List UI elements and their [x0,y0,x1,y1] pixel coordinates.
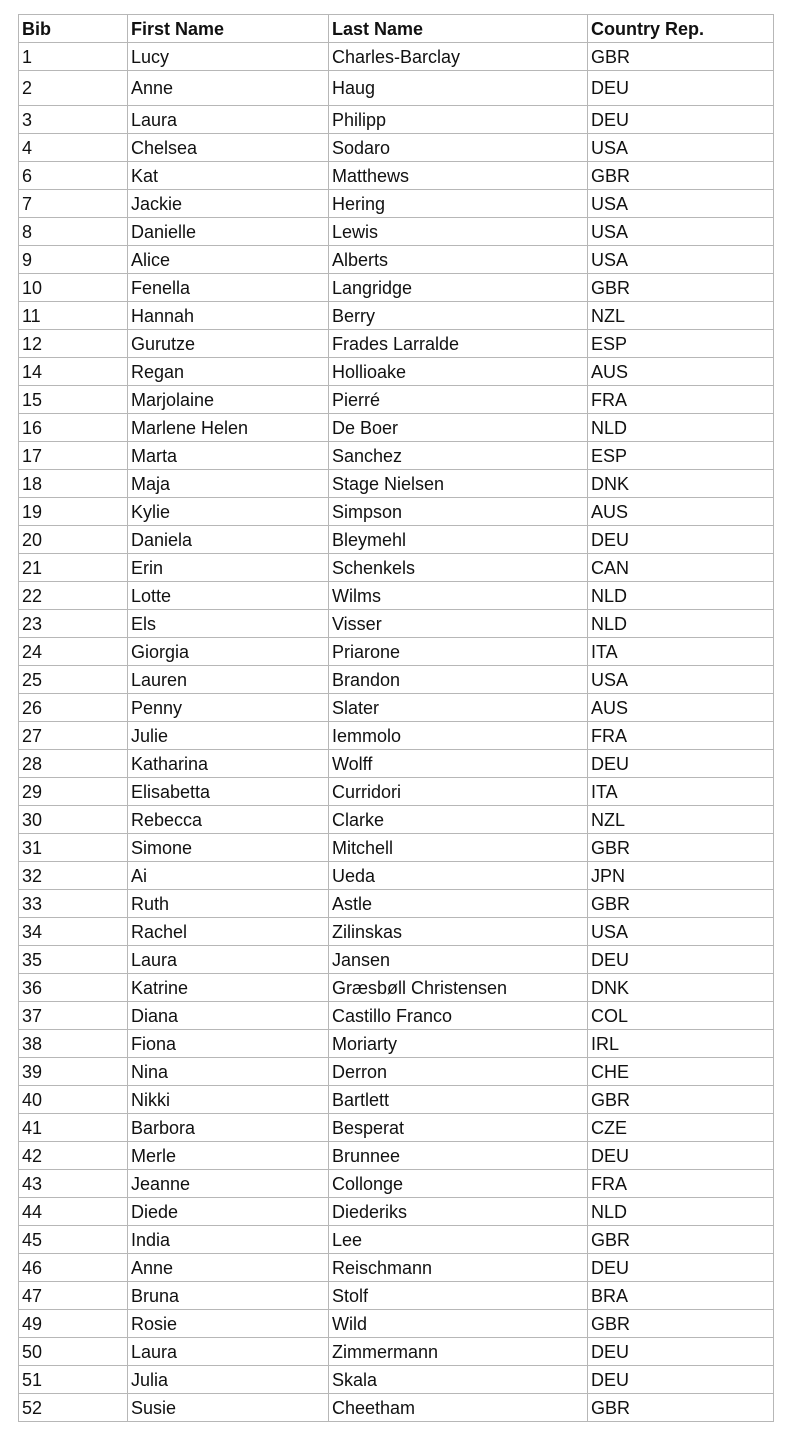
country-cell: DEU [588,526,774,554]
last-name-cell: Frades Larralde [329,330,588,358]
bib-cell: 28 [19,750,128,778]
table-row [19,1002,774,1030]
bib-cell: 3 [19,106,128,134]
last-name-cell: Priarone [329,638,588,666]
first-name-cell: Anne [128,71,329,106]
first-name-cell: Nina [128,1058,329,1086]
last-name-cell: Sodaro [329,134,588,162]
bib-cell: 4 [19,134,128,162]
table-row [19,1142,774,1170]
bib-cell: 24 [19,638,128,666]
first-name-cell: Daniela [128,526,329,554]
last-name-cell: Derron [329,1058,588,1086]
first-name-cell: Nikki [128,1086,329,1114]
table-row [19,1282,774,1310]
last-name-cell: Sanchez [329,442,588,470]
bib-cell: 49 [19,1310,128,1338]
table-row [19,638,774,666]
last-name-cell: Charles-Barclay [329,43,588,71]
table-row [19,946,774,974]
last-name-cell: Zimmermann [329,1338,588,1366]
bib-cell: 25 [19,666,128,694]
bib-cell: 14 [19,358,128,386]
table-row [19,43,774,71]
bib-cell: 52 [19,1394,128,1422]
bib-cell: 34 [19,918,128,946]
last-name-cell: Lewis [329,218,588,246]
table-row [19,470,774,498]
last-name-cell: Stolf [329,1282,588,1310]
bib-cell: 35 [19,946,128,974]
last-name-cell: Alberts [329,246,588,274]
country-cell: USA [588,190,774,218]
country-cell: DNK [588,470,774,498]
last-name-cell: Matthews [329,162,588,190]
first-name-cell: Els [128,610,329,638]
country-cell: USA [588,218,774,246]
table-row [19,1114,774,1142]
table-row [19,1058,774,1086]
country-cell: GBR [588,1226,774,1254]
country-cell: ESP [588,330,774,358]
last-name-cell: Lee [329,1226,588,1254]
bib-cell: 23 [19,610,128,638]
country-cell: GBR [588,1086,774,1114]
country-cell: FRA [588,1170,774,1198]
bib-cell: 18 [19,470,128,498]
last-name-cell: Skala [329,1366,588,1394]
header-last-name: Last Name [329,15,588,43]
first-name-cell: Ai [128,862,329,890]
country-cell: NLD [588,1198,774,1226]
table-row [19,1366,774,1394]
bib-cell: 45 [19,1226,128,1254]
table-body [19,43,774,1422]
first-name-cell: Diede [128,1198,329,1226]
last-name-cell: Schenkels [329,554,588,582]
country-cell: NZL [588,302,774,330]
country-cell: DEU [588,1254,774,1282]
table-row [19,918,774,946]
table-row [19,778,774,806]
table-row [19,1338,774,1366]
first-name-cell: Gurutze [128,330,329,358]
table-row [19,1030,774,1058]
bib-cell: 17 [19,442,128,470]
last-name-cell: Slater [329,694,588,722]
last-name-cell: Cheetham [329,1394,588,1422]
last-name-cell: Brandon [329,666,588,694]
last-name-cell: Wolff [329,750,588,778]
country-cell: DEU [588,1366,774,1394]
country-cell: COL [588,1002,774,1030]
bib-cell: 27 [19,722,128,750]
first-name-cell: Jeanne [128,1170,329,1198]
last-name-cell: Langridge [329,274,588,302]
bib-cell: 7 [19,190,128,218]
country-cell: USA [588,918,774,946]
country-cell: GBR [588,834,774,862]
bib-cell: 33 [19,890,128,918]
first-name-cell: Susie [128,1394,329,1422]
last-name-cell: Brunnee [329,1142,588,1170]
first-name-cell: Laura [128,1338,329,1366]
last-name-cell: Collonge [329,1170,588,1198]
country-cell: GBR [588,274,774,302]
last-name-cell: Ueda [329,862,588,890]
last-name-cell: Haug [329,71,588,106]
country-cell: GBR [588,1310,774,1338]
country-cell: DEU [588,106,774,134]
bib-cell: 11 [19,302,128,330]
country-cell: NLD [588,414,774,442]
country-cell: AUS [588,358,774,386]
country-cell: AUS [588,694,774,722]
bib-cell: 42 [19,1142,128,1170]
country-cell: DEU [588,71,774,106]
first-name-cell: Rachel [128,918,329,946]
last-name-cell: Simpson [329,498,588,526]
bib-cell: 6 [19,162,128,190]
country-cell: ITA [588,638,774,666]
first-name-cell: Marlene Helen [128,414,329,442]
first-name-cell: Barbora [128,1114,329,1142]
last-name-cell: Iemmolo [329,722,588,750]
header-first-name: First Name [128,15,329,43]
last-name-cell: Castillo Franco [329,1002,588,1030]
table-row [19,274,774,302]
country-cell: GBR [588,1394,774,1422]
table-row [19,246,774,274]
country-cell: FRA [588,386,774,414]
last-name-cell: Besperat [329,1114,588,1142]
first-name-cell: Katrine [128,974,329,1002]
header-bib: Bib [19,15,128,43]
table-row [19,862,774,890]
bib-cell: 19 [19,498,128,526]
first-name-cell: Simone [128,834,329,862]
country-cell: FRA [588,722,774,750]
last-name-cell: Hering [329,190,588,218]
first-name-cell: Fenella [128,274,329,302]
first-name-cell: Penny [128,694,329,722]
bib-cell: 50 [19,1338,128,1366]
bib-cell: 10 [19,274,128,302]
bib-cell: 37 [19,1002,128,1030]
last-name-cell: Visser [329,610,588,638]
bib-cell: 9 [19,246,128,274]
country-cell: USA [588,666,774,694]
first-name-cell: Laura [128,946,329,974]
country-cell: IRL [588,1030,774,1058]
first-name-cell: Merle [128,1142,329,1170]
country-cell: GBR [588,890,774,918]
first-name-cell: India [128,1226,329,1254]
bib-cell: 8 [19,218,128,246]
last-name-cell: De Boer [329,414,588,442]
last-name-cell: Hollioake [329,358,588,386]
first-name-cell: Rosie [128,1310,329,1338]
table-row [19,386,774,414]
table-row [19,1086,774,1114]
table-row [19,190,774,218]
country-cell: DEU [588,1338,774,1366]
table-row [19,330,774,358]
first-name-cell: Elisabetta [128,778,329,806]
last-name-cell: Wild [329,1310,588,1338]
country-cell: CZE [588,1114,774,1142]
table-row [19,106,774,134]
table-row [19,414,774,442]
first-name-cell: Rebecca [128,806,329,834]
table-row [19,1310,774,1338]
table-row [19,134,774,162]
bib-cell: 15 [19,386,128,414]
country-cell: AUS [588,498,774,526]
table-row [19,358,774,386]
bib-cell: 2 [19,71,128,106]
bib-cell: 21 [19,554,128,582]
last-name-cell: Reischmann [329,1254,588,1282]
table-row [19,834,774,862]
last-name-cell: Mitchell [329,834,588,862]
first-name-cell: Diana [128,1002,329,1030]
bib-cell: 43 [19,1170,128,1198]
table-row [19,1254,774,1282]
first-name-cell: Lauren [128,666,329,694]
country-cell: CAN [588,554,774,582]
bib-cell: 26 [19,694,128,722]
country-cell: NLD [588,610,774,638]
last-name-cell: Astle [329,890,588,918]
last-name-cell: Stage Nielsen [329,470,588,498]
last-name-cell: Wilms [329,582,588,610]
first-name-cell: Maja [128,470,329,498]
country-cell: NZL [588,806,774,834]
first-name-cell: Julie [128,722,329,750]
bib-cell: 30 [19,806,128,834]
bib-cell: 39 [19,1058,128,1086]
country-cell: BRA [588,1282,774,1310]
first-name-cell: Laura [128,106,329,134]
bib-cell: 32 [19,862,128,890]
bib-cell: 46 [19,1254,128,1282]
table-row [19,1170,774,1198]
table-row [19,722,774,750]
first-name-cell: Kat [128,162,329,190]
table-row [19,554,774,582]
last-name-cell: Bleymehl [329,526,588,554]
first-name-cell: Ruth [128,890,329,918]
first-name-cell: Anne [128,1254,329,1282]
table-row [19,1226,774,1254]
first-name-cell: Chelsea [128,134,329,162]
bib-cell: 47 [19,1282,128,1310]
table-row [19,442,774,470]
table-row [19,218,774,246]
country-cell: CHE [588,1058,774,1086]
bib-cell: 22 [19,582,128,610]
bib-cell: 16 [19,414,128,442]
bib-cell: 1 [19,43,128,71]
first-name-cell: Hannah [128,302,329,330]
first-name-cell: Regan [128,358,329,386]
first-name-cell: Danielle [128,218,329,246]
bib-cell: 12 [19,330,128,358]
bib-cell: 31 [19,834,128,862]
table-row [19,806,774,834]
first-name-cell: Alice [128,246,329,274]
last-name-cell: Diederiks [329,1198,588,1226]
last-name-cell: Zilinskas [329,918,588,946]
first-name-cell: Lotte [128,582,329,610]
country-cell: DEU [588,946,774,974]
country-cell: JPN [588,862,774,890]
header-row [19,15,774,43]
table-row [19,1394,774,1422]
country-cell: USA [588,134,774,162]
first-name-cell: Fiona [128,1030,329,1058]
first-name-cell: Marta [128,442,329,470]
last-name-cell: Berry [329,302,588,330]
country-cell: USA [588,246,774,274]
country-cell: DEU [588,1142,774,1170]
first-name-cell: Katharina [128,750,329,778]
bib-cell: 29 [19,778,128,806]
table-row [19,498,774,526]
last-name-cell: Curridori [329,778,588,806]
table-row [19,526,774,554]
first-name-cell: Julia [128,1366,329,1394]
last-name-cell: Clarke [329,806,588,834]
country-cell: DEU [588,750,774,778]
bib-cell: 40 [19,1086,128,1114]
last-name-cell: Bartlett [329,1086,588,1114]
country-cell: ESP [588,442,774,470]
first-name-cell: Erin [128,554,329,582]
last-name-cell: Græsbøll Christensen [329,974,588,1002]
bib-cell: 51 [19,1366,128,1394]
table-row [19,610,774,638]
bib-cell: 41 [19,1114,128,1142]
start-list-table [18,14,774,1422]
last-name-cell: Jansen [329,946,588,974]
table-row [19,582,774,610]
table-row [19,71,774,106]
country-cell: GBR [588,162,774,190]
last-name-cell: Pierré [329,386,588,414]
first-name-cell: Kylie [128,498,329,526]
table-row [19,302,774,330]
country-cell: ITA [588,778,774,806]
header-country: Country Rep. [588,15,774,43]
table-row [19,890,774,918]
bib-cell: 38 [19,1030,128,1058]
first-name-cell: Lucy [128,43,329,71]
table-row [19,162,774,190]
last-name-cell: Moriarty [329,1030,588,1058]
bib-cell: 36 [19,974,128,1002]
country-cell: NLD [588,582,774,610]
table-row [19,1198,774,1226]
bib-cell: 20 [19,526,128,554]
country-cell: GBR [588,43,774,71]
table-row [19,666,774,694]
first-name-cell: Jackie [128,190,329,218]
first-name-cell: Giorgia [128,638,329,666]
table-row [19,694,774,722]
bib-cell: 44 [19,1198,128,1226]
first-name-cell: Marjolaine [128,386,329,414]
last-name-cell: Philipp [329,106,588,134]
table-row [19,974,774,1002]
country-cell: DNK [588,974,774,1002]
first-name-cell: Bruna [128,1282,329,1310]
table-row [19,750,774,778]
